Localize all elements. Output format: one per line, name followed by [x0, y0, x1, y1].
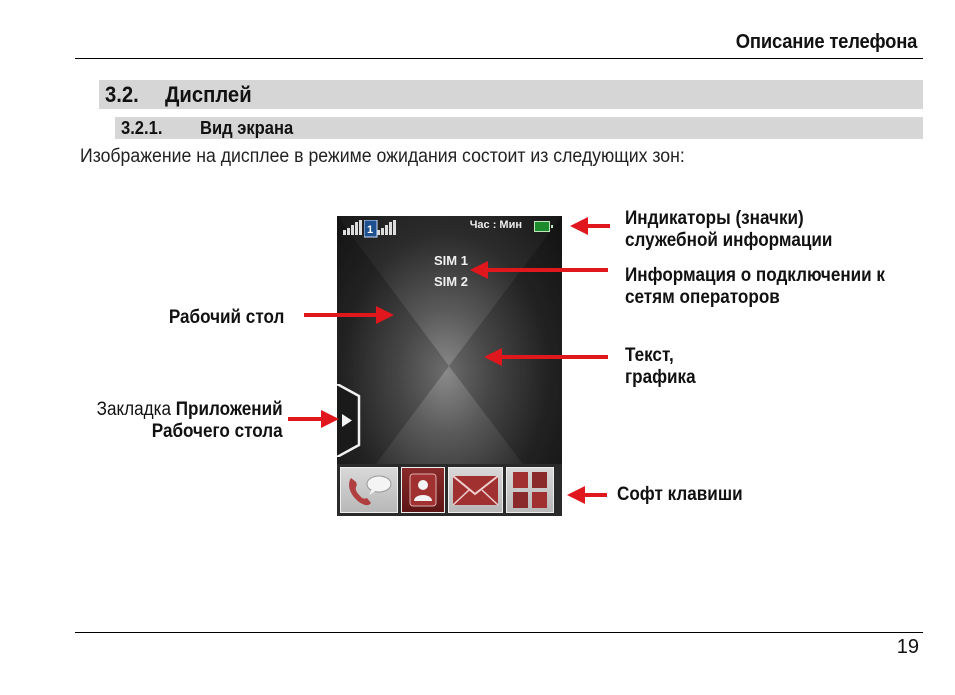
- label-text-graphics: Текст, графика: [625, 345, 696, 388]
- label-desktop: Рабочий стол: [168, 307, 284, 328]
- footer-rule: [75, 632, 923, 633]
- section-number: 3.2.: [105, 82, 139, 107]
- section-title: Дисплей: [165, 82, 252, 107]
- subsection-number: 3.2.1.: [121, 118, 163, 138]
- operator-sim2: SIM 2: [434, 274, 468, 289]
- subsection-title: Вид экрана: [200, 118, 294, 138]
- svg-text:1: 1: [367, 224, 374, 236]
- status-time: Час : Мин: [469, 219, 522, 231]
- page-number: 19: [896, 636, 919, 658]
- intro-paragraph: Изображение на дисплее в режиме ожидания состоит из следующих зон:: [80, 146, 685, 167]
- operator-sim1: SIM 1: [434, 253, 468, 268]
- label-softkeys: Софт клавиши: [617, 484, 743, 505]
- label-operators: Информация о подключении к сетям операторов: [625, 265, 886, 308]
- label-indicators: Индикаторы (значки) служебной информации: [625, 208, 833, 251]
- label-apps-tab: Закладка Приложений Рабочего стола: [97, 399, 283, 442]
- running-head: Описание телефона: [735, 31, 917, 53]
